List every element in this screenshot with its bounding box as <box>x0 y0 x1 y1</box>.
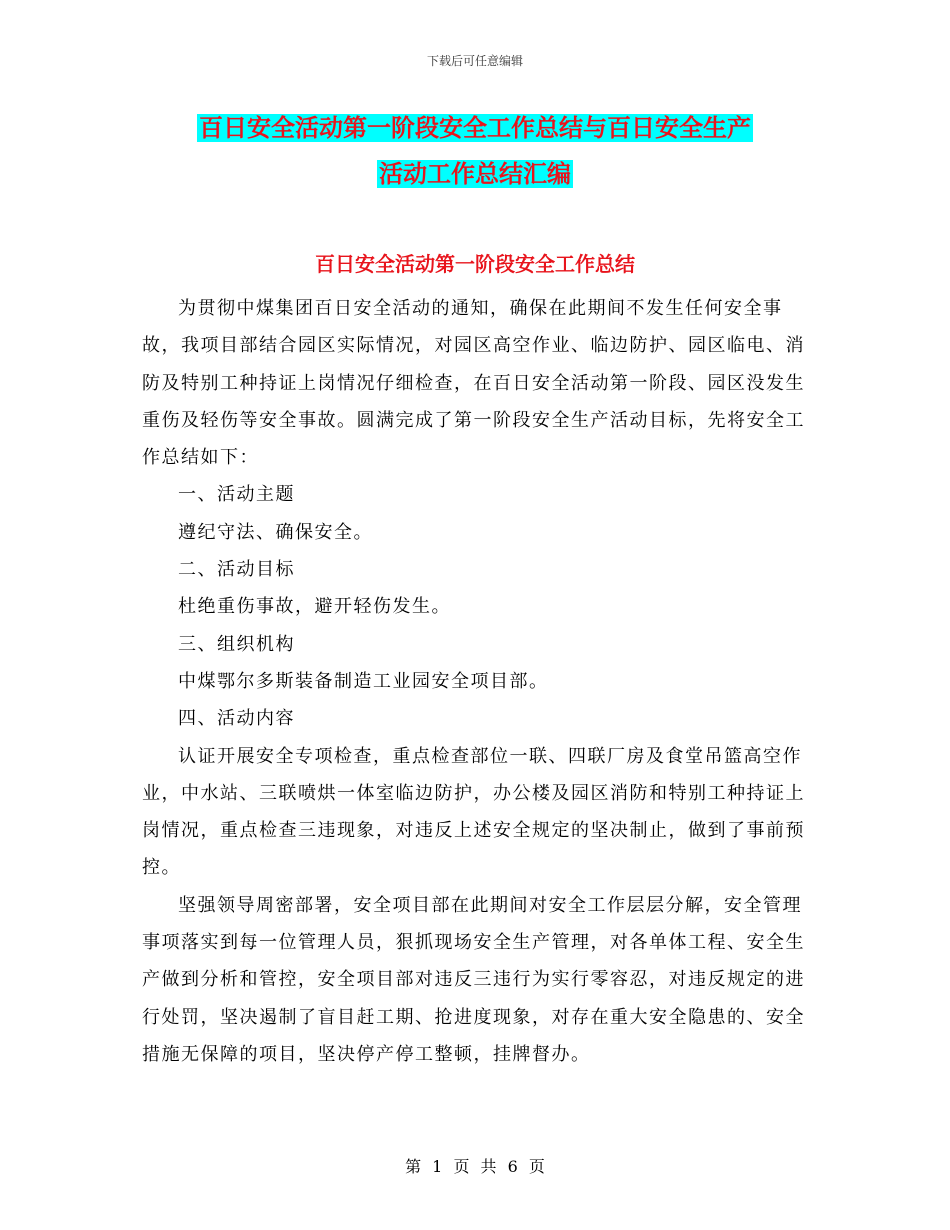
document-title-line-2 <box>0 158 950 190</box>
paragraph-activity-theme: 遵纪守法、确保安全。 <box>178 521 373 543</box>
section-title: 百日安全活动第一阶段安全工作总结 <box>315 252 635 276</box>
document-title-text-2: 活动工作总结汇编 <box>379 160 571 188</box>
paragraph-leadership: 坚强领导周密部署，安全项目部在此期间对安全工作层层分解，安全管理事项落实到每一位管理人员，狠抓现场安全生产管理，对各单体工程、安全生产做到分析和管控，安全项目部对违反三违行为实行零容忍，对违反规定的进行处罚，坚决遏制了盲目赶工期、抢进度现象，对存在重大安全隐患的、安全措施无保障的项目，坚决停产停工整顿，挂牌督办。 <box>142 894 805 1065</box>
page-header-note: 下载后可任意编辑 <box>426 54 523 68</box>
page-number: 第 1 页 共 6 页 <box>405 1157 545 1176</box>
paragraph-inspection: 认证开展安全专项检查，重点检查部位一联、四联厂房及食堂吊篮高空作业，中水站、三联喷烘一体室临边防护，办公楼及园区消防和特别工种持证上岗情况，重点检查三违现象，对违反上述安全规定的坚决制止，做到了事前预控。 <box>142 745 805 879</box>
paragraph-intro: 为贯彻中煤集团百日安全活动的通知，确保在此期间不发生任何安全事故，我项目部结合园区实际情况，对园区高空作业、临边防护、园区临电、消防及特别工种持证上岗情况仔细检查，在百日安全活动第一阶段、园区没发生重伤及轻伤等安全事故。圆满完成了第一阶段安全生产活动目标，先将安全工作总结如下： <box>142 298 805 469</box>
document-title-line-1 <box>0 112 950 144</box>
heading-organization: 三、组织机构 <box>178 633 295 655</box>
document-title-text-1: 百日安全活动第一阶段安全工作总结与百日安全生产 <box>199 114 751 142</box>
document-body <box>142 290 810 1073</box>
paragraph-activity-goal: 杜绝重伤事故，避开轻伤发生。 <box>178 596 451 618</box>
heading-activity-content: 四、活动内容 <box>178 708 295 730</box>
paragraph-organization: 中煤鄂尔多斯装备制造工业园安全项目部。 <box>178 670 549 692</box>
heading-activity-goal: 二、活动目标 <box>178 559 295 581</box>
heading-activity-theme: 一、活动主题 <box>178 484 295 506</box>
